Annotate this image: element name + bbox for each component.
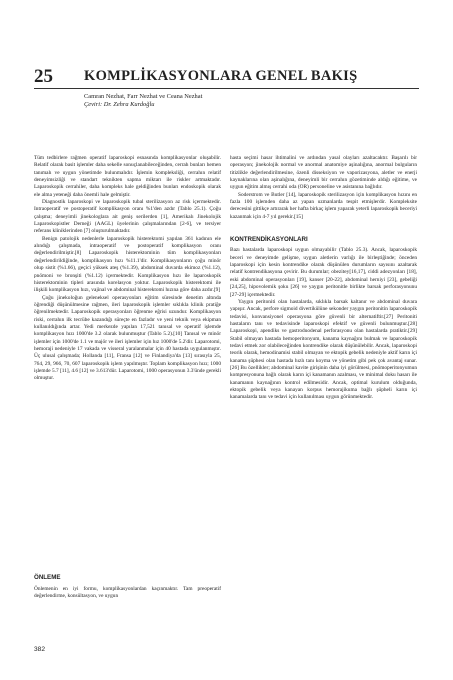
- translator-line: Çeviri: Dr. Zehra Kurdoğlu: [84, 101, 155, 108]
- chapter-title: KOMPLİKASYONLARA GENEL BAKIŞ: [84, 68, 358, 84]
- left-paragraph: Benign patolojik nedenlerle laparoskopik histerektomi yapılan 361 kadının ele alındığı çalışmada, intraoperatif ve postoperatif komplikasyon oranı değerlendirilmiştir.[8] Laparoskopik histerektominin tüm komplikasyonları değerlendirildiğinde, komplikasyon hızı %11.1'dir. Komplikasyonların çoğu minör olup sistit (%1.66), geçici yüksek ateş (%1.39), abdominal duvarda ekimoz (%1.12), pnömoni ve bronşiti (%1.12) içermektedir. Komplikasyon hızı ile laparoskopik histerektominin tipleri arasında korelasyon yoktur. Laparoskopik histerektomi ile ilişkili komplikasyon hızı, vajinal ve abdominal histerektomi hızına göre daha azdır.[9]: [34, 235, 221, 294]
- right-paragraph: Yaygın peritoniti olan hastalarda, sıklıkla barsak kaltanır ve abdominal duvara yapışır. Ancak, perfore sigmoid divertikülüne sekonder yaygın peritonitin laparoskopik tedavisi, konvansiyonel operasyona göre güvenli bir alternatiftir.[27] Peritoniti hastaların tanı ve tedavisinde laparoskopi efektif ve güvenli bulunmuştur.[28] Laparoskopi, apendiks ve gastroduodenal perforasyonu olan hastalarda pratiktir.[29] Stabil olmayan hastada hemoperitonyum, kanama kaynağını bulmak ve laparoskopik tedavi etmek zor olabileceğinden kontrendike olarak düşünülebilir. Ancak, laparoskopi teorik olarak, hemodinamisi stabil olmayan ve ektopik gebelik nedeniyle aktif karın içi kanama şüphesi olan hastada hızlı tanı koyma ve yönetim gibi pek çok avantaj sunar.[26] Bu özellikler; abdominal kavite girişinin daha iyi görülmesi, pnömoperitonyumun kompresyonuna bağlı olarak karın içi kanamanın azalması, ve minimal doku hasarı ile kanamanın kaynağının kontrol edilmesidir. Ancak, optimal kurulum olduğunda, ektopik gebelik veya kanayan korpus hemorajikuma bağlı şüpheli karın içi kanamalarda tanı ve tedavi için kullanılması uygun görünmektedir.: [230, 298, 417, 401]
- authors-line: Camran Nezhat, Farr Nezhat ve Ceana Nezhat: [84, 93, 203, 100]
- title-rule: [34, 88, 419, 89]
- onleme-paragraph: Önlemenin en iyi formu, komplikasyonlardan kaçınmaktır. Tam preoperatif değerlendirme, konsültasyon, ve uygun: [34, 586, 221, 600]
- left-paragraph: Diagnostik laparoskopi ve laparoskopik tubal sterilizasyon az risk içermektedir. Intraoperatif ve postoperatif komplikasyon oranı %1'den azdır (Tablo 25.1). Çoğu çalışma; deneyimli jinekologlara ait geniş serilerden [1], Amerikalı Jinekolojik Laparoskopistler Derneği (AAGL) üyelerinin çalışmalarından [2-6], ve tersiyer referans kliniklerinden [7] oluşturulmaktadır.: [34, 199, 221, 235]
- section-heading-onleme: ÖNLEME: [34, 574, 61, 581]
- chapter-number: 25: [34, 66, 53, 87]
- right-paragraph: hasta seçimi hasar ihtimalini ve ardından yasal olayları azaltacaktır. Başarılı bir operasyon; jinekolojik normal ve anormal anatomiye aşinalığına, anormal bulguların titizlikle değerlendirilmesine, özenli disseksiyon ve vaporizasyona, aletler ve enerji kaynaklarına olan aşinalığına, deneyimli bir cerrahın gözetiminde aldığı eğitime, ve uygun eğitim almış cerrahi oda (OR) personeline ve asistanına bağlıdır.: [230, 155, 417, 191]
- left-paragraph: Tüm tedbirlere rağmen operatif laparoskopi esnasında komplikasyonlar oluşabilir. Relatif olarak basit işlemler daha sekelle sonuçlanabileceğinden, cerrah bunları hemen tanımalı ve uygun yönetimde bulunmalıdır. İşlemin kompleksliği, cerrahın relatif deneyimsizliği ve standart teknikten sapma miktarı ile riskler artmaktadır. Laparoskopik cerrahiler, daha kompleks hale geldiğinden bunları endoskopik olarak ele alma yeteneği daha önemli hale gelmiştir.: [34, 155, 221, 198]
- left-column: [34, 155, 221, 383]
- onleme-body: [34, 586, 221, 601]
- right-column: [230, 155, 417, 402]
- right-paragraph: Bazı hastalarda laparoskopi uygun olmayabilir (Tablo 25.3). Ancak, laparoskopik beceri ve deneyimde gelişme, uygun aletlerin varlığı ile birleştiğinde; önceden laparoskopi için kesin kontrendike olarak düşünülen durumların sayısını azaltarak relatif kontrendikasyona çevirir. Bu durumlar; obezitey[16,17], ciddi adezyonları [18], eski abdominal operasyonları [19], kanser [20-22], abdominal herniyi [23], gebeliği [24,25], hipovolemik şoku [26] ve yaygın peritonitle birlikte barsak perforasyonunu [27-29] içermektedir.: [230, 247, 417, 298]
- left-paragraph: Çoğu jinekoloğun geleneksel operasyonları eğitim süresinde denetim altında öğrendiği düşünülmesine rağmen, ileri laparoskopik işlemler sıklıkla klinik pratiğe öğrenilmektedir. Laparoskopik operasyonları öğrenme eğrisi uzundur. Komplikasyon riski, cerrahın ilk tecrübe kazandığı süreçte en fazladır ve yeni teknik veya ekipman kullanıldığında artar. Yedi merkezde yapılan 17,521 tanısal ve operatif işlemde komplikasyon hızı 1000'de 3.2 olarak bulunmuştur (Tablo 5.2).[10] Tanısal ve minör işlemler için 1000'de 1.1 ve majör ve ileri işlemler için hız 1000'de 5.2'dir. Laparotomi, hemoraji nedeniyle 17 vakada ve visseral yaralanmalar için 40 hastada uygulanmıştır. Üç ulusal çalışmada; Hollanda [11], Fransa [12] ve Finlandiya'da [13] sırasıyla 25, 764, 29, 966, 70, 607 laparoskopik işlem yapılmıştır. Toplam komplikasyon hızı; 1000 işlemde 5.7 [11], 4.6 [12] ve 3.613'dür. Laparotomi, 1000 operasyonun 3.3'ünde gerekli olmuştur.: [34, 294, 221, 382]
- chapter-authors-block: [84, 93, 202, 109]
- right-paragraph: Soderstrom ve Butler [14], laparoskopik sterilizasyon için komplikasyon hızını en fazla 100 işlemden daha az yapan uzmanlarda tespit etmişlerdir. Kompleksite derecesini gittikçe artırarak her hafta birkaç işlem yaparak yeterli laparoskopik beceriyi kazanmak için 4-7 yıl gerekir.[15]: [230, 191, 417, 220]
- page-number: 382: [34, 646, 46, 653]
- section-heading-kontrendikasyonlari: KONTRENDİKASYONLARI: [230, 236, 308, 244]
